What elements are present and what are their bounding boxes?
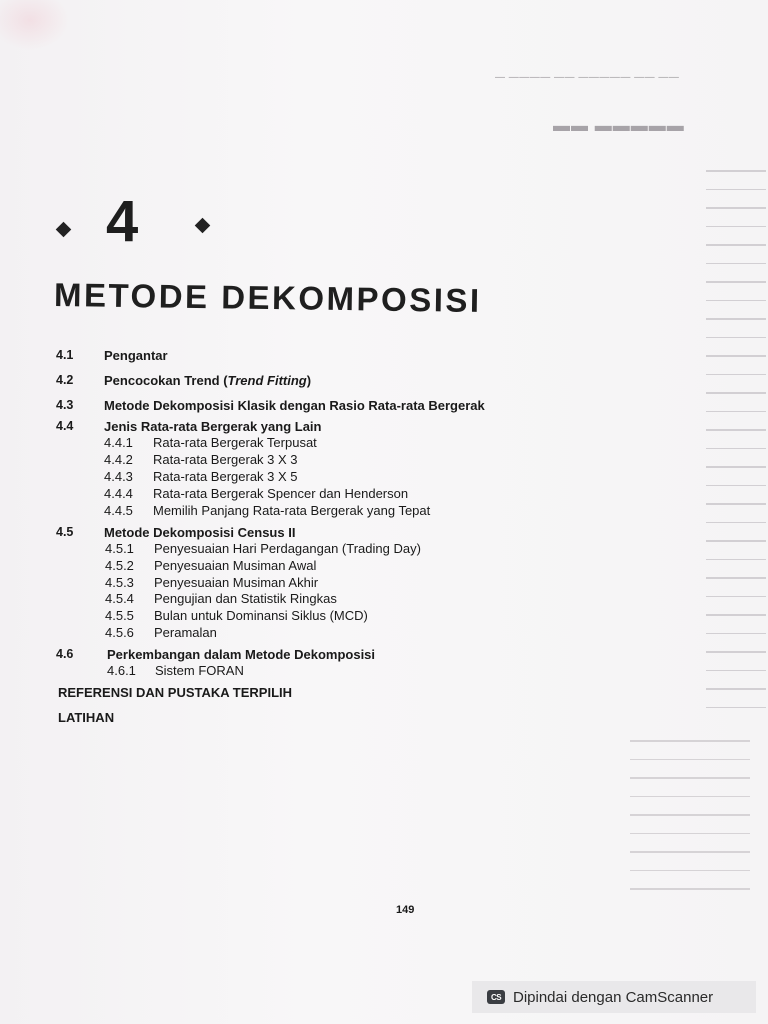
- subsection-number: 4.5.2: [105, 558, 134, 573]
- section-number: 4.2: [56, 373, 74, 387]
- subsection-title: Penyesuaian Hari Perdagangan (Trading Day): [154, 541, 421, 556]
- subsection-title: Pengujian dan Statistik Ringkas: [154, 591, 337, 606]
- section-number: 4.1: [56, 348, 74, 362]
- diamond-ornament-icon: [56, 222, 72, 238]
- subsection-number: 4.4.4: [104, 486, 133, 501]
- subsection-number: 4.4.1: [104, 435, 133, 450]
- subsection-number: 4.4.3: [104, 469, 133, 484]
- section-title: Perkembangan dalam Metode Dekomposisi: [107, 647, 376, 662]
- subsection-title: Rata-rata Bergerak 3 X 5: [153, 469, 298, 484]
- subsection-number: 4.6.1: [107, 663, 136, 678]
- section-title: Metode Dekomposisi Klasik dengan Rasio Rata-rata Bergerak: [104, 398, 485, 413]
- chapter-number-row: [56, 189, 256, 260]
- subsection-title: Sistem FORAN: [155, 663, 244, 678]
- bleed-through-heading: ▬▬ ▬▬▬▬▬: [553, 116, 685, 135]
- subsection-number: 4.4.5: [104, 503, 133, 518]
- camscanner-logo-icon: CS: [487, 990, 505, 1004]
- subsection-number: 4.5.3: [105, 575, 134, 590]
- bleed-through-header: — ———— —— ————— —— ——: [495, 72, 680, 83]
- references-heading: REFERENSI DAN PUSTAKA TERPILIH: [58, 685, 293, 700]
- diamond-ornament-icon: [195, 218, 211, 234]
- subsection-title: Rata-rata Bergerak 3 X 3: [153, 452, 298, 467]
- subsection-number: 4.5.1: [105, 541, 134, 556]
- section-number: 4.3: [56, 398, 74, 412]
- subsection-number: 4.5.4: [105, 591, 134, 606]
- section-title: Pengantar: [104, 348, 168, 363]
- subsection-title: Bulan untuk Dominansi Siklus (MCD): [154, 608, 368, 623]
- subsection-number: 4.4.2: [104, 452, 133, 467]
- section-number: 4.4: [56, 419, 74, 433]
- exercises-heading: LATIHAN: [58, 710, 115, 725]
- chapter-title: METODE DEKOMPOSISI: [53, 276, 482, 319]
- page-number: 149: [396, 904, 415, 916]
- scanner-watermark: [472, 981, 756, 1013]
- bleed-through-text-bottom: [630, 740, 750, 907]
- section-title: Metode Dekomposisi Census II: [104, 525, 296, 540]
- subsection-number: 4.5.5: [105, 608, 134, 623]
- section-number: 4.5: [56, 525, 74, 539]
- section-title: Pencocokan Trend (Trend Fitting): [104, 373, 312, 388]
- subsection-title: Penyesuaian Musiman Awal: [154, 558, 317, 573]
- subsection-title: Memilih Panjang Rata-rata Bergerak yang Tepat: [153, 503, 431, 518]
- subsection-title: Peramalan: [154, 625, 217, 640]
- section-title-italic: Trend Fitting: [227, 373, 307, 388]
- subsection-title: Penyesuaian Musiman Akhir: [154, 575, 319, 590]
- subsection-number: 4.5.6: [105, 625, 134, 640]
- bleed-through-text: [706, 170, 766, 725]
- page-stain: [0, 0, 70, 50]
- subsection-title: Rata-rata Bergerak Spencer dan Henderson: [153, 486, 409, 501]
- section-title: Jenis Rata-rata Bergerak yang Lain: [104, 419, 322, 434]
- scanner-watermark-text: Dipindai dengan CamScanner: [513, 988, 714, 1006]
- section-number: 4.6: [56, 647, 74, 661]
- subsection-title: Rata-rata Bergerak Terpusat: [153, 435, 317, 450]
- chapter-number: 4: [106, 189, 139, 254]
